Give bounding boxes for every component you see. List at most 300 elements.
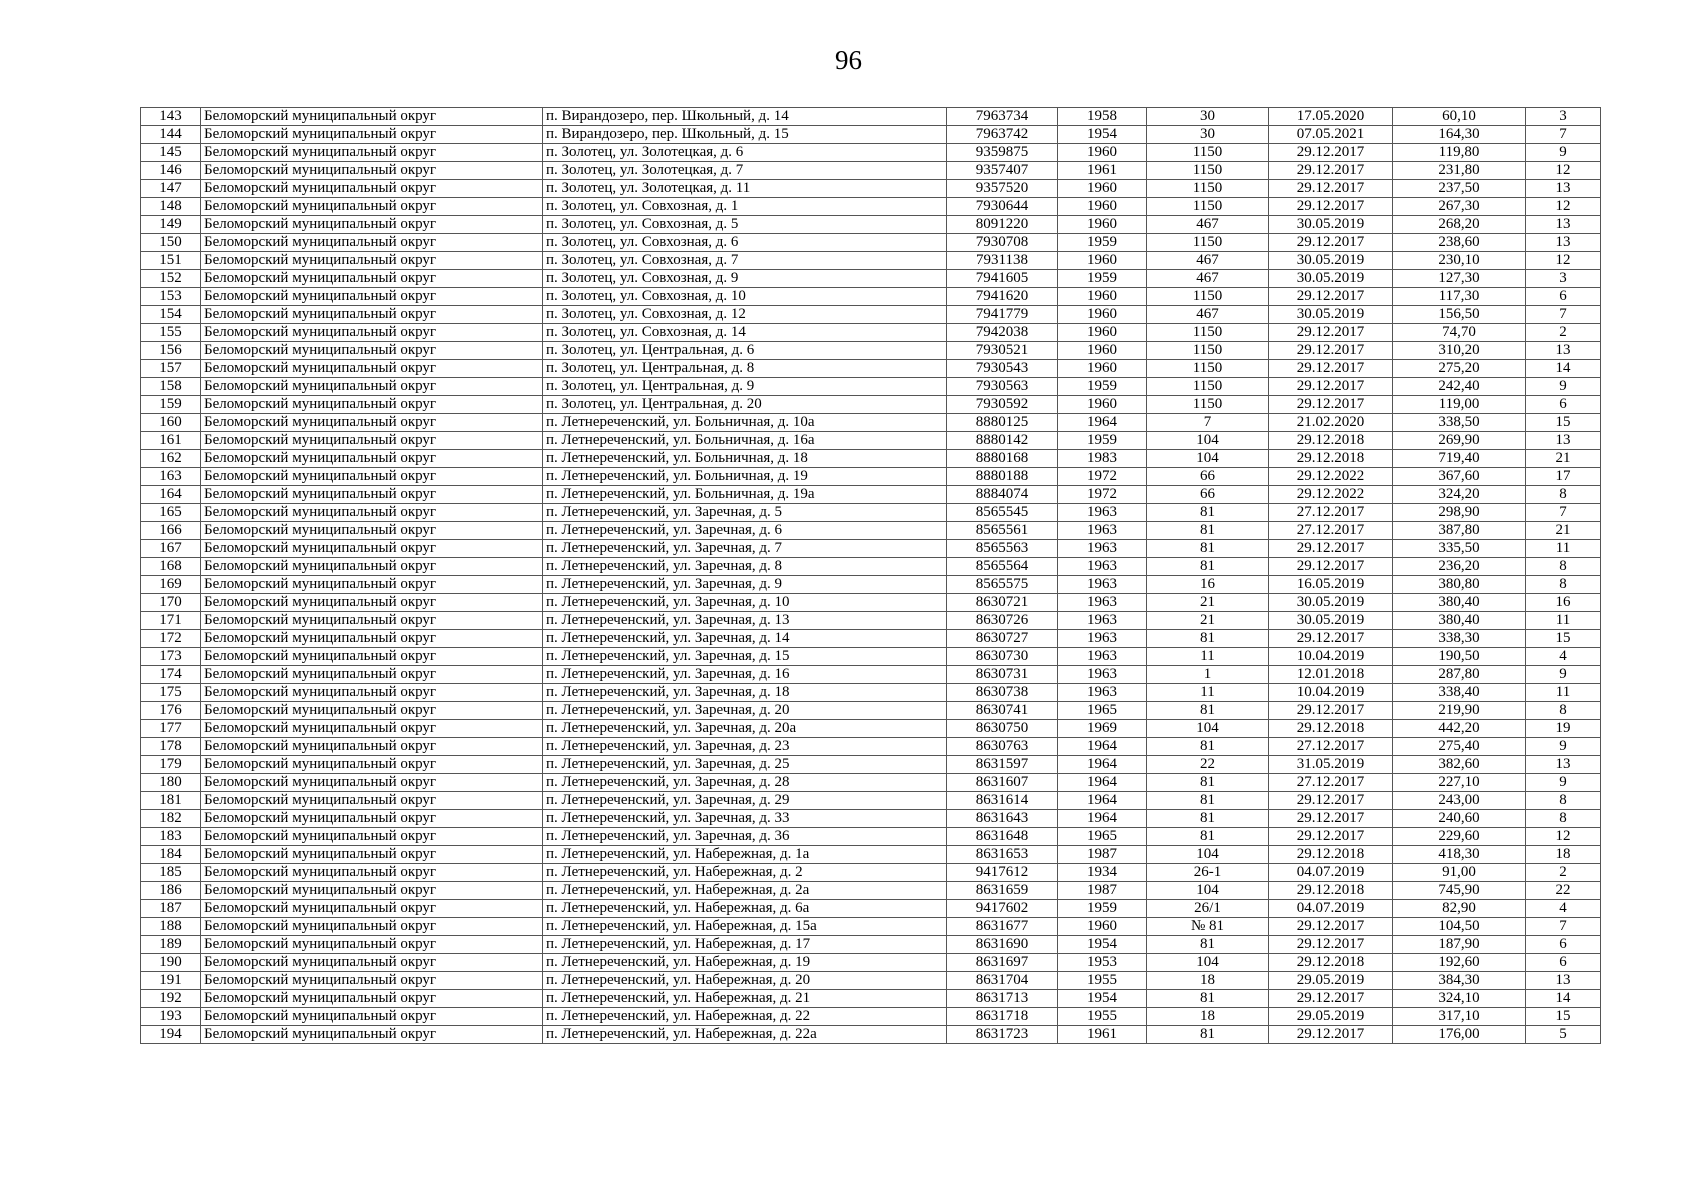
cadastral-id-cell: 8631723 [947,1026,1058,1044]
document-number-cell: 81 [1147,630,1269,648]
municipality-cell: Беломорский муниципальный округ [201,828,543,846]
year-built-cell: 1964 [1058,414,1147,432]
document-number-cell: 66 [1147,486,1269,504]
row-number-cell: 147 [141,180,201,198]
document-number-cell: 81 [1147,990,1269,1008]
document-date-cell: 07.05.2021 [1269,126,1393,144]
document-number-cell: 81 [1147,828,1269,846]
cadastral-id-cell: 8631607 [947,774,1058,792]
residents-cell: 9 [1526,666,1601,684]
document-number-cell: 1150 [1147,378,1269,396]
address-cell: п. Золотец, ул. Центральная, д. 9 [543,378,947,396]
row-number-cell: 194 [141,1026,201,1044]
year-built-cell: 1954 [1058,126,1147,144]
address-cell: п. Летнереченский, ул. Заречная, д. 10 [543,594,947,612]
residents-cell: 9 [1526,774,1601,792]
address-cell: п. Вирандозеро, пер. Школьный, д. 15 [543,126,947,144]
area-cell: 380,40 [1393,612,1526,630]
residents-cell: 15 [1526,630,1601,648]
area-cell: 231,80 [1393,162,1526,180]
area-cell: 338,30 [1393,630,1526,648]
document-number-cell: 21 [1147,594,1269,612]
address-cell: п. Летнереченский, ул. Больничная, д. 16а [543,432,947,450]
residents-cell: 15 [1526,414,1601,432]
municipality-cell: Беломорский муниципальный округ [201,144,543,162]
area-cell: 382,60 [1393,756,1526,774]
year-built-cell: 1964 [1058,738,1147,756]
cadastral-id-cell: 7941605 [947,270,1058,288]
year-built-cell: 1960 [1058,324,1147,342]
document-number-cell: 22 [1147,756,1269,774]
document-date-cell: 29.12.2017 [1269,540,1393,558]
document-number-cell: 1150 [1147,180,1269,198]
document-date-cell: 29.12.2017 [1269,810,1393,828]
address-cell: п. Золотец, ул. Совхозная, д. 6 [543,234,947,252]
document-number-cell: 104 [1147,954,1269,972]
cadastral-id-cell: 8630721 [947,594,1058,612]
residents-cell: 12 [1526,162,1601,180]
municipality-cell: Беломорский муниципальный округ [201,450,543,468]
address-cell: п. Летнереченский, ул. Набережная, д. 1а [543,846,947,864]
residents-cell: 7 [1526,306,1601,324]
municipality-cell: Беломорский муниципальный округ [201,900,543,918]
document-date-cell: 29.12.2017 [1269,792,1393,810]
row-number-cell: 152 [141,270,201,288]
address-cell: п. Летнереченский, ул. Заречная, д. 20 [543,702,947,720]
year-built-cell: 1959 [1058,234,1147,252]
cadastral-id-cell: 7930521 [947,342,1058,360]
area-cell: 229,60 [1393,828,1526,846]
year-built-cell: 1963 [1058,576,1147,594]
table-row [141,594,1601,612]
cadastral-id-cell: 8631713 [947,990,1058,1008]
area-cell: 338,50 [1393,414,1526,432]
residents-cell: 6 [1526,936,1601,954]
document-date-cell: 29.12.2017 [1269,702,1393,720]
cadastral-id-cell: 7963742 [947,126,1058,144]
municipality-cell: Беломорский муниципальный округ [201,324,543,342]
cadastral-id-cell: 8631653 [947,846,1058,864]
cadastral-id-cell: 8565575 [947,576,1058,594]
residents-cell: 13 [1526,756,1601,774]
area-cell: 275,20 [1393,360,1526,378]
row-number-cell: 172 [141,630,201,648]
document-date-cell: 29.05.2019 [1269,972,1393,990]
document-number-cell: 81 [1147,792,1269,810]
row-number-cell: 157 [141,360,201,378]
row-number-cell: 176 [141,702,201,720]
year-built-cell: 1963 [1058,630,1147,648]
residents-cell: 7 [1526,126,1601,144]
address-cell: п. Летнереченский, ул. Набережная, д. 17 [543,936,947,954]
row-number-cell: 190 [141,954,201,972]
document-number-cell: 26/1 [1147,900,1269,918]
table-row [141,774,1601,792]
residents-cell: 16 [1526,594,1601,612]
document-date-cell: 29.12.2017 [1269,918,1393,936]
document-date-cell: 29.12.2017 [1269,144,1393,162]
table-row [141,486,1601,504]
address-cell: п. Летнереченский, ул. Набережная, д. 15а [543,918,947,936]
document-date-cell: 30.05.2019 [1269,306,1393,324]
row-number-cell: 166 [141,522,201,540]
row-number-cell: 189 [141,936,201,954]
address-cell: п. Золотец, ул. Золотецкая, д. 6 [543,144,947,162]
document-number-cell: 467 [1147,306,1269,324]
document-number-cell: 81 [1147,936,1269,954]
residents-cell: 13 [1526,180,1601,198]
document-number-cell: 11 [1147,648,1269,666]
table-row [141,792,1601,810]
table-row [141,342,1601,360]
cadastral-id-cell: 8631659 [947,882,1058,900]
cadastral-id-cell: 8565564 [947,558,1058,576]
area-cell: 324,20 [1393,486,1526,504]
area-cell: 190,50 [1393,648,1526,666]
document-date-cell: 29.12.2017 [1269,162,1393,180]
document-number-cell: 81 [1147,1026,1269,1044]
row-number-cell: 187 [141,900,201,918]
year-built-cell: 1969 [1058,720,1147,738]
document-number-cell: 1150 [1147,324,1269,342]
address-cell: п. Золотец, ул. Центральная, д. 6 [543,342,947,360]
table-row [141,396,1601,414]
residents-cell: 14 [1526,990,1601,1008]
residents-cell: 9 [1526,738,1601,756]
residents-cell: 4 [1526,900,1601,918]
row-number-cell: 182 [141,810,201,828]
document-date-cell: 29.05.2019 [1269,1008,1393,1026]
document-date-cell: 29.12.2022 [1269,486,1393,504]
area-cell: 119,00 [1393,396,1526,414]
cadastral-id-cell: 8565561 [947,522,1058,540]
table-row [141,306,1601,324]
address-cell: п. Летнереченский, ул. Заречная, д. 23 [543,738,947,756]
residents-cell: 13 [1526,432,1601,450]
document-date-cell: 29.12.2017 [1269,936,1393,954]
area-cell: 719,40 [1393,450,1526,468]
cadastral-id-cell: 8630763 [947,738,1058,756]
year-built-cell: 1960 [1058,396,1147,414]
cadastral-id-cell: 8631648 [947,828,1058,846]
area-cell: 442,20 [1393,720,1526,738]
table-row [141,144,1601,162]
row-number-cell: 171 [141,612,201,630]
table-row [141,828,1601,846]
residents-cell: 6 [1526,396,1601,414]
residents-cell: 8 [1526,558,1601,576]
cadastral-id-cell: 7941620 [947,288,1058,306]
municipality-cell: Беломорский муниципальный округ [201,576,543,594]
document-date-cell: 04.07.2019 [1269,900,1393,918]
registry-table [140,107,1601,1044]
document-number-cell: 104 [1147,846,1269,864]
document-date-cell: 29.12.2017 [1269,828,1393,846]
municipality-cell: Беломорский муниципальный округ [201,972,543,990]
address-cell: п. Летнереченский, ул. Заречная, д. 9 [543,576,947,594]
address-cell: п. Летнереченский, ул. Набережная, д. 22 [543,1008,947,1026]
document-date-cell: 29.12.2018 [1269,720,1393,738]
document-date-cell: 27.12.2017 [1269,774,1393,792]
year-built-cell: 1987 [1058,846,1147,864]
municipality-cell: Беломорский муниципальный округ [201,810,543,828]
row-number-cell: 184 [141,846,201,864]
municipality-cell: Беломорский муниципальный округ [201,270,543,288]
table-row [141,108,1601,126]
municipality-cell: Беломорский муниципальный округ [201,414,543,432]
area-cell: 74,70 [1393,324,1526,342]
municipality-cell: Беломорский муниципальный округ [201,1026,543,1044]
row-number-cell: 154 [141,306,201,324]
residents-cell: 8 [1526,702,1601,720]
address-cell: п. Летнереченский, ул. Больничная, д. 10а [543,414,947,432]
year-built-cell: 1983 [1058,450,1147,468]
residents-cell: 13 [1526,234,1601,252]
cadastral-id-cell: 7930708 [947,234,1058,252]
document-number-cell: 1150 [1147,342,1269,360]
document-date-cell: 27.12.2017 [1269,504,1393,522]
address-cell: п. Золотец, ул. Совхозная, д. 5 [543,216,947,234]
residents-cell: 8 [1526,810,1601,828]
table-row [141,180,1601,198]
year-built-cell: 1960 [1058,288,1147,306]
municipality-cell: Беломорский муниципальный округ [201,774,543,792]
cadastral-id-cell: 8880142 [947,432,1058,450]
residents-cell: 21 [1526,450,1601,468]
area-cell: 82,90 [1393,900,1526,918]
year-built-cell: 1963 [1058,648,1147,666]
row-number-cell: 188 [141,918,201,936]
cadastral-id-cell: 8631614 [947,792,1058,810]
document-date-cell: 29.12.2017 [1269,288,1393,306]
area-cell: 384,30 [1393,972,1526,990]
address-cell: п. Летнереченский, ул. Заречная, д. 28 [543,774,947,792]
cadastral-id-cell: 8630727 [947,630,1058,648]
address-cell: п. Летнереченский, ул. Набережная, д. 19 [543,954,947,972]
address-cell: п. Летнереченский, ул. Заречная, д. 15 [543,648,947,666]
residents-cell: 7 [1526,918,1601,936]
table-row [141,936,1601,954]
table-row [141,252,1601,270]
year-built-cell: 1972 [1058,486,1147,504]
document-number-cell: 81 [1147,522,1269,540]
row-number-cell: 170 [141,594,201,612]
area-cell: 227,10 [1393,774,1526,792]
document-number-cell: 81 [1147,702,1269,720]
residents-cell: 6 [1526,954,1601,972]
document-number-cell: 1 [1147,666,1269,684]
row-number-cell: 191 [141,972,201,990]
cadastral-id-cell: 7930543 [947,360,1058,378]
area-cell: 236,20 [1393,558,1526,576]
municipality-cell: Беломорский муниципальный округ [201,846,543,864]
year-built-cell: 1959 [1058,270,1147,288]
area-cell: 745,90 [1393,882,1526,900]
year-built-cell: 1960 [1058,360,1147,378]
cadastral-id-cell: 8631697 [947,954,1058,972]
cadastral-id-cell: 8630738 [947,684,1058,702]
cadastral-id-cell: 7942038 [947,324,1058,342]
row-number-cell: 192 [141,990,201,1008]
document-number-cell: 81 [1147,810,1269,828]
address-cell: п. Золотец, ул. Совхозная, д. 9 [543,270,947,288]
area-cell: 324,10 [1393,990,1526,1008]
table-row [141,756,1601,774]
address-cell: п. Золотец, ул. Совхозная, д. 1 [543,198,947,216]
table-row [141,810,1601,828]
year-built-cell: 1961 [1058,162,1147,180]
address-cell: п. Золотец, ул. Совхозная, д. 10 [543,288,947,306]
address-cell: п. Летнереченский, ул. Заречная, д. 20а [543,720,947,738]
year-built-cell: 1959 [1058,378,1147,396]
year-built-cell: 1963 [1058,612,1147,630]
area-cell: 380,80 [1393,576,1526,594]
document-date-cell: 27.12.2017 [1269,738,1393,756]
address-cell: п. Золотец, ул. Центральная, д. 8 [543,360,947,378]
residents-cell: 22 [1526,882,1601,900]
year-built-cell: 1972 [1058,468,1147,486]
residents-cell: 19 [1526,720,1601,738]
cadastral-id-cell: 7931138 [947,252,1058,270]
cadastral-id-cell: 8091220 [947,216,1058,234]
municipality-cell: Беломорский муниципальный округ [201,720,543,738]
document-number-cell: 18 [1147,972,1269,990]
cadastral-id-cell: 9357520 [947,180,1058,198]
year-built-cell: 1963 [1058,684,1147,702]
cadastral-id-cell: 8884074 [947,486,1058,504]
area-cell: 176,00 [1393,1026,1526,1044]
cadastral-id-cell: 8630750 [947,720,1058,738]
municipality-cell: Беломорский муниципальный округ [201,126,543,144]
municipality-cell: Беломорский муниципальный округ [201,252,543,270]
year-built-cell: 1963 [1058,594,1147,612]
cadastral-id-cell: 8630731 [947,666,1058,684]
table-row [141,450,1601,468]
area-cell: 268,20 [1393,216,1526,234]
document-number-cell: 81 [1147,504,1269,522]
cadastral-id-cell: 8630741 [947,702,1058,720]
year-built-cell: 1955 [1058,1008,1147,1026]
cadastral-id-cell: 9357407 [947,162,1058,180]
residents-cell: 13 [1526,216,1601,234]
address-cell: п. Летнереченский, ул. Заречная, д. 5 [543,504,947,522]
year-built-cell: 1963 [1058,504,1147,522]
year-built-cell: 1987 [1058,882,1147,900]
municipality-cell: Беломорский муниципальный округ [201,360,543,378]
municipality-cell: Беломорский муниципальный округ [201,918,543,936]
row-number-cell: 144 [141,126,201,144]
cadastral-id-cell: 7930563 [947,378,1058,396]
cadastral-id-cell: 8565563 [947,540,1058,558]
document-date-cell: 29.12.2022 [1269,468,1393,486]
cadastral-id-cell: 8880168 [947,450,1058,468]
address-cell: п. Летнереченский, ул. Набережная, д. 21 [543,990,947,1008]
municipality-cell: Беломорский муниципальный округ [201,234,543,252]
residents-cell: 12 [1526,252,1601,270]
cadastral-id-cell: 8631718 [947,1008,1058,1026]
row-number-cell: 150 [141,234,201,252]
document-date-cell: 29.12.2018 [1269,432,1393,450]
row-number-cell: 164 [141,486,201,504]
document-number-cell: 104 [1147,720,1269,738]
year-built-cell: 1964 [1058,810,1147,828]
row-number-cell: 177 [141,720,201,738]
year-built-cell: 1964 [1058,792,1147,810]
year-built-cell: 1934 [1058,864,1147,882]
municipality-cell: Беломорский муниципальный округ [201,1008,543,1026]
document-date-cell: 21.02.2020 [1269,414,1393,432]
address-cell: п. Летнереченский, ул. Заречная, д. 7 [543,540,947,558]
table-row [141,216,1601,234]
row-number-cell: 151 [141,252,201,270]
cadastral-id-cell: 8565545 [947,504,1058,522]
year-built-cell: 1960 [1058,198,1147,216]
document-date-cell: 29.12.2017 [1269,396,1393,414]
address-cell: п. Летнереченский, ул. Заречная, д. 25 [543,756,947,774]
table-row [141,324,1601,342]
area-cell: 237,50 [1393,180,1526,198]
document-number-cell: 66 [1147,468,1269,486]
table-row [141,900,1601,918]
row-number-cell: 149 [141,216,201,234]
year-built-cell: 1960 [1058,144,1147,162]
table-row [141,846,1601,864]
row-number-cell: 178 [141,738,201,756]
cadastral-id-cell: 8631704 [947,972,1058,990]
residents-cell: 8 [1526,792,1601,810]
row-number-cell: 167 [141,540,201,558]
residents-cell: 8 [1526,576,1601,594]
area-cell: 104,50 [1393,918,1526,936]
residents-cell: 6 [1526,288,1601,306]
document-number-cell: 11 [1147,684,1269,702]
document-number-cell: 104 [1147,882,1269,900]
table-row [141,918,1601,936]
table-row [141,720,1601,738]
year-built-cell: 1963 [1058,522,1147,540]
address-cell: п. Летнереченский, ул. Больничная, д. 19а [543,486,947,504]
document-number-cell: 1150 [1147,360,1269,378]
address-cell: п. Летнереченский, ул. Больничная, д. 19 [543,468,947,486]
residents-cell: 12 [1526,198,1601,216]
table-row [141,612,1601,630]
year-built-cell: 1964 [1058,756,1147,774]
area-cell: 242,40 [1393,378,1526,396]
table-row [141,1026,1601,1044]
document-date-cell: 29.12.2017 [1269,324,1393,342]
address-cell: п. Золотец, ул. Совхозная, д. 12 [543,306,947,324]
area-cell: 243,00 [1393,792,1526,810]
municipality-cell: Беломорский муниципальный округ [201,342,543,360]
table-row [141,666,1601,684]
row-number-cell: 162 [141,450,201,468]
address-cell: п. Летнереченский, ул. Заречная, д. 33 [543,810,947,828]
document-date-cell: 29.12.2017 [1269,1026,1393,1044]
document-number-cell: 30 [1147,126,1269,144]
cadastral-id-cell: 8630726 [947,612,1058,630]
residents-cell: 9 [1526,378,1601,396]
document-date-cell: 29.12.2017 [1269,198,1393,216]
document-date-cell: 17.05.2020 [1269,108,1393,126]
document-number-cell: 104 [1147,432,1269,450]
document-date-cell: 30.05.2019 [1269,270,1393,288]
table-row [141,522,1601,540]
municipality-cell: Беломорский муниципальный округ [201,612,543,630]
area-cell: 119,80 [1393,144,1526,162]
row-number-cell: 173 [141,648,201,666]
row-number-cell: 180 [141,774,201,792]
document-number-cell: 18 [1147,1008,1269,1026]
